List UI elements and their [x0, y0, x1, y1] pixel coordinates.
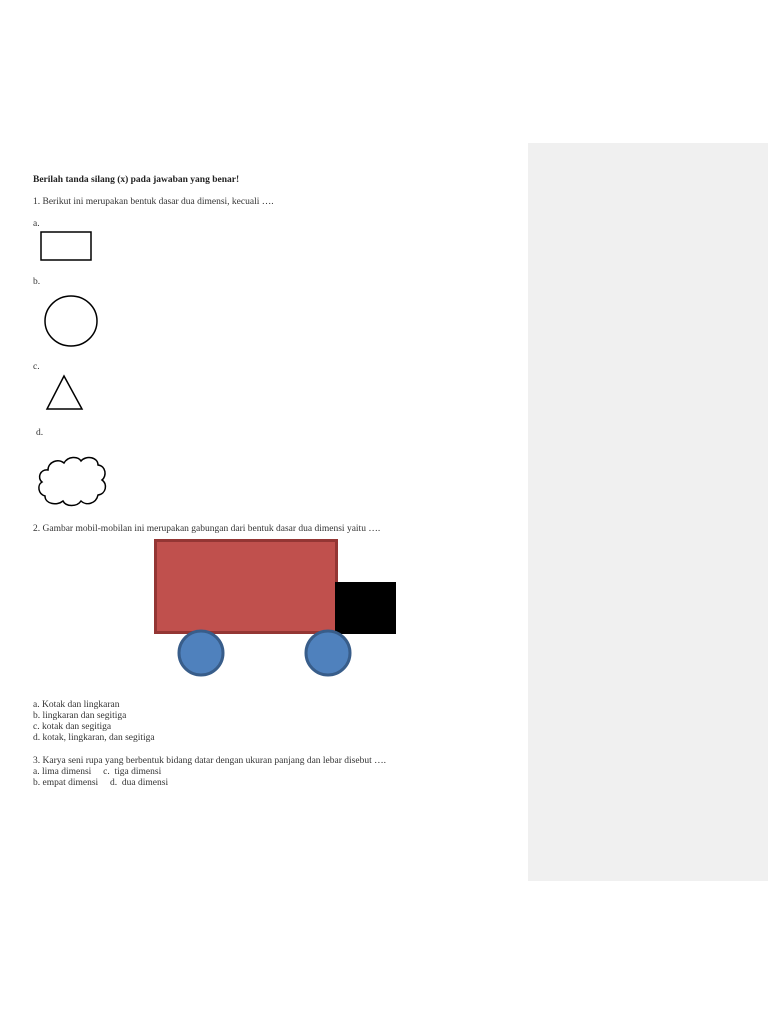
q1-option-c-label: c. — [33, 362, 40, 372]
q2-option-c: c. kotak dan segitiga — [33, 722, 112, 732]
q1-option-d-label: d. — [36, 428, 44, 438]
question-1-text: 1. Berikut ini merupakan bentuk dasar dua dimensi, kecuali …. — [33, 197, 274, 207]
q1-option-a-label: a. — [33, 219, 40, 229]
truck-wheel-front — [179, 631, 223, 675]
q3-options-row-1: a. lima dimensi c. tiga dimensi — [33, 767, 162, 777]
q2-option-d: d. kotak, lingkaran, dan segitiga — [33, 733, 155, 743]
circle-shape — [43, 294, 99, 348]
comment-pane — [528, 143, 768, 881]
q2-option-b: b. lingkaran dan segitiga — [33, 711, 127, 721]
triangle-shape — [45, 374, 85, 412]
q2-option-a: a. Kotak dan lingkaran — [33, 700, 120, 710]
q3-options-row-2: b. empat dimensi d. dua dimensi — [33, 778, 169, 788]
rectangle-shape — [40, 231, 92, 261]
q1-option-b-label: b. — [33, 277, 41, 287]
cloud-shape — [36, 454, 108, 510]
truck-cab — [335, 582, 396, 634]
toy-truck-image — [150, 538, 400, 680]
truck-body — [156, 541, 337, 633]
truck-wheel-rear — [306, 631, 350, 675]
question-2-text: 2. Gambar mobil-mobilan ini merupakan gabungan dari bentuk dasar dua dimensi yaitu …. — [33, 524, 381, 534]
question-3-text: 3. Karya seni rupa yang berbentuk bidang datar dengan ukuran panjang dan lebar disebut …. — [33, 756, 386, 766]
instruction-text: Berilah tanda silang (x) pada jawaban yang benar! — [33, 175, 240, 185]
